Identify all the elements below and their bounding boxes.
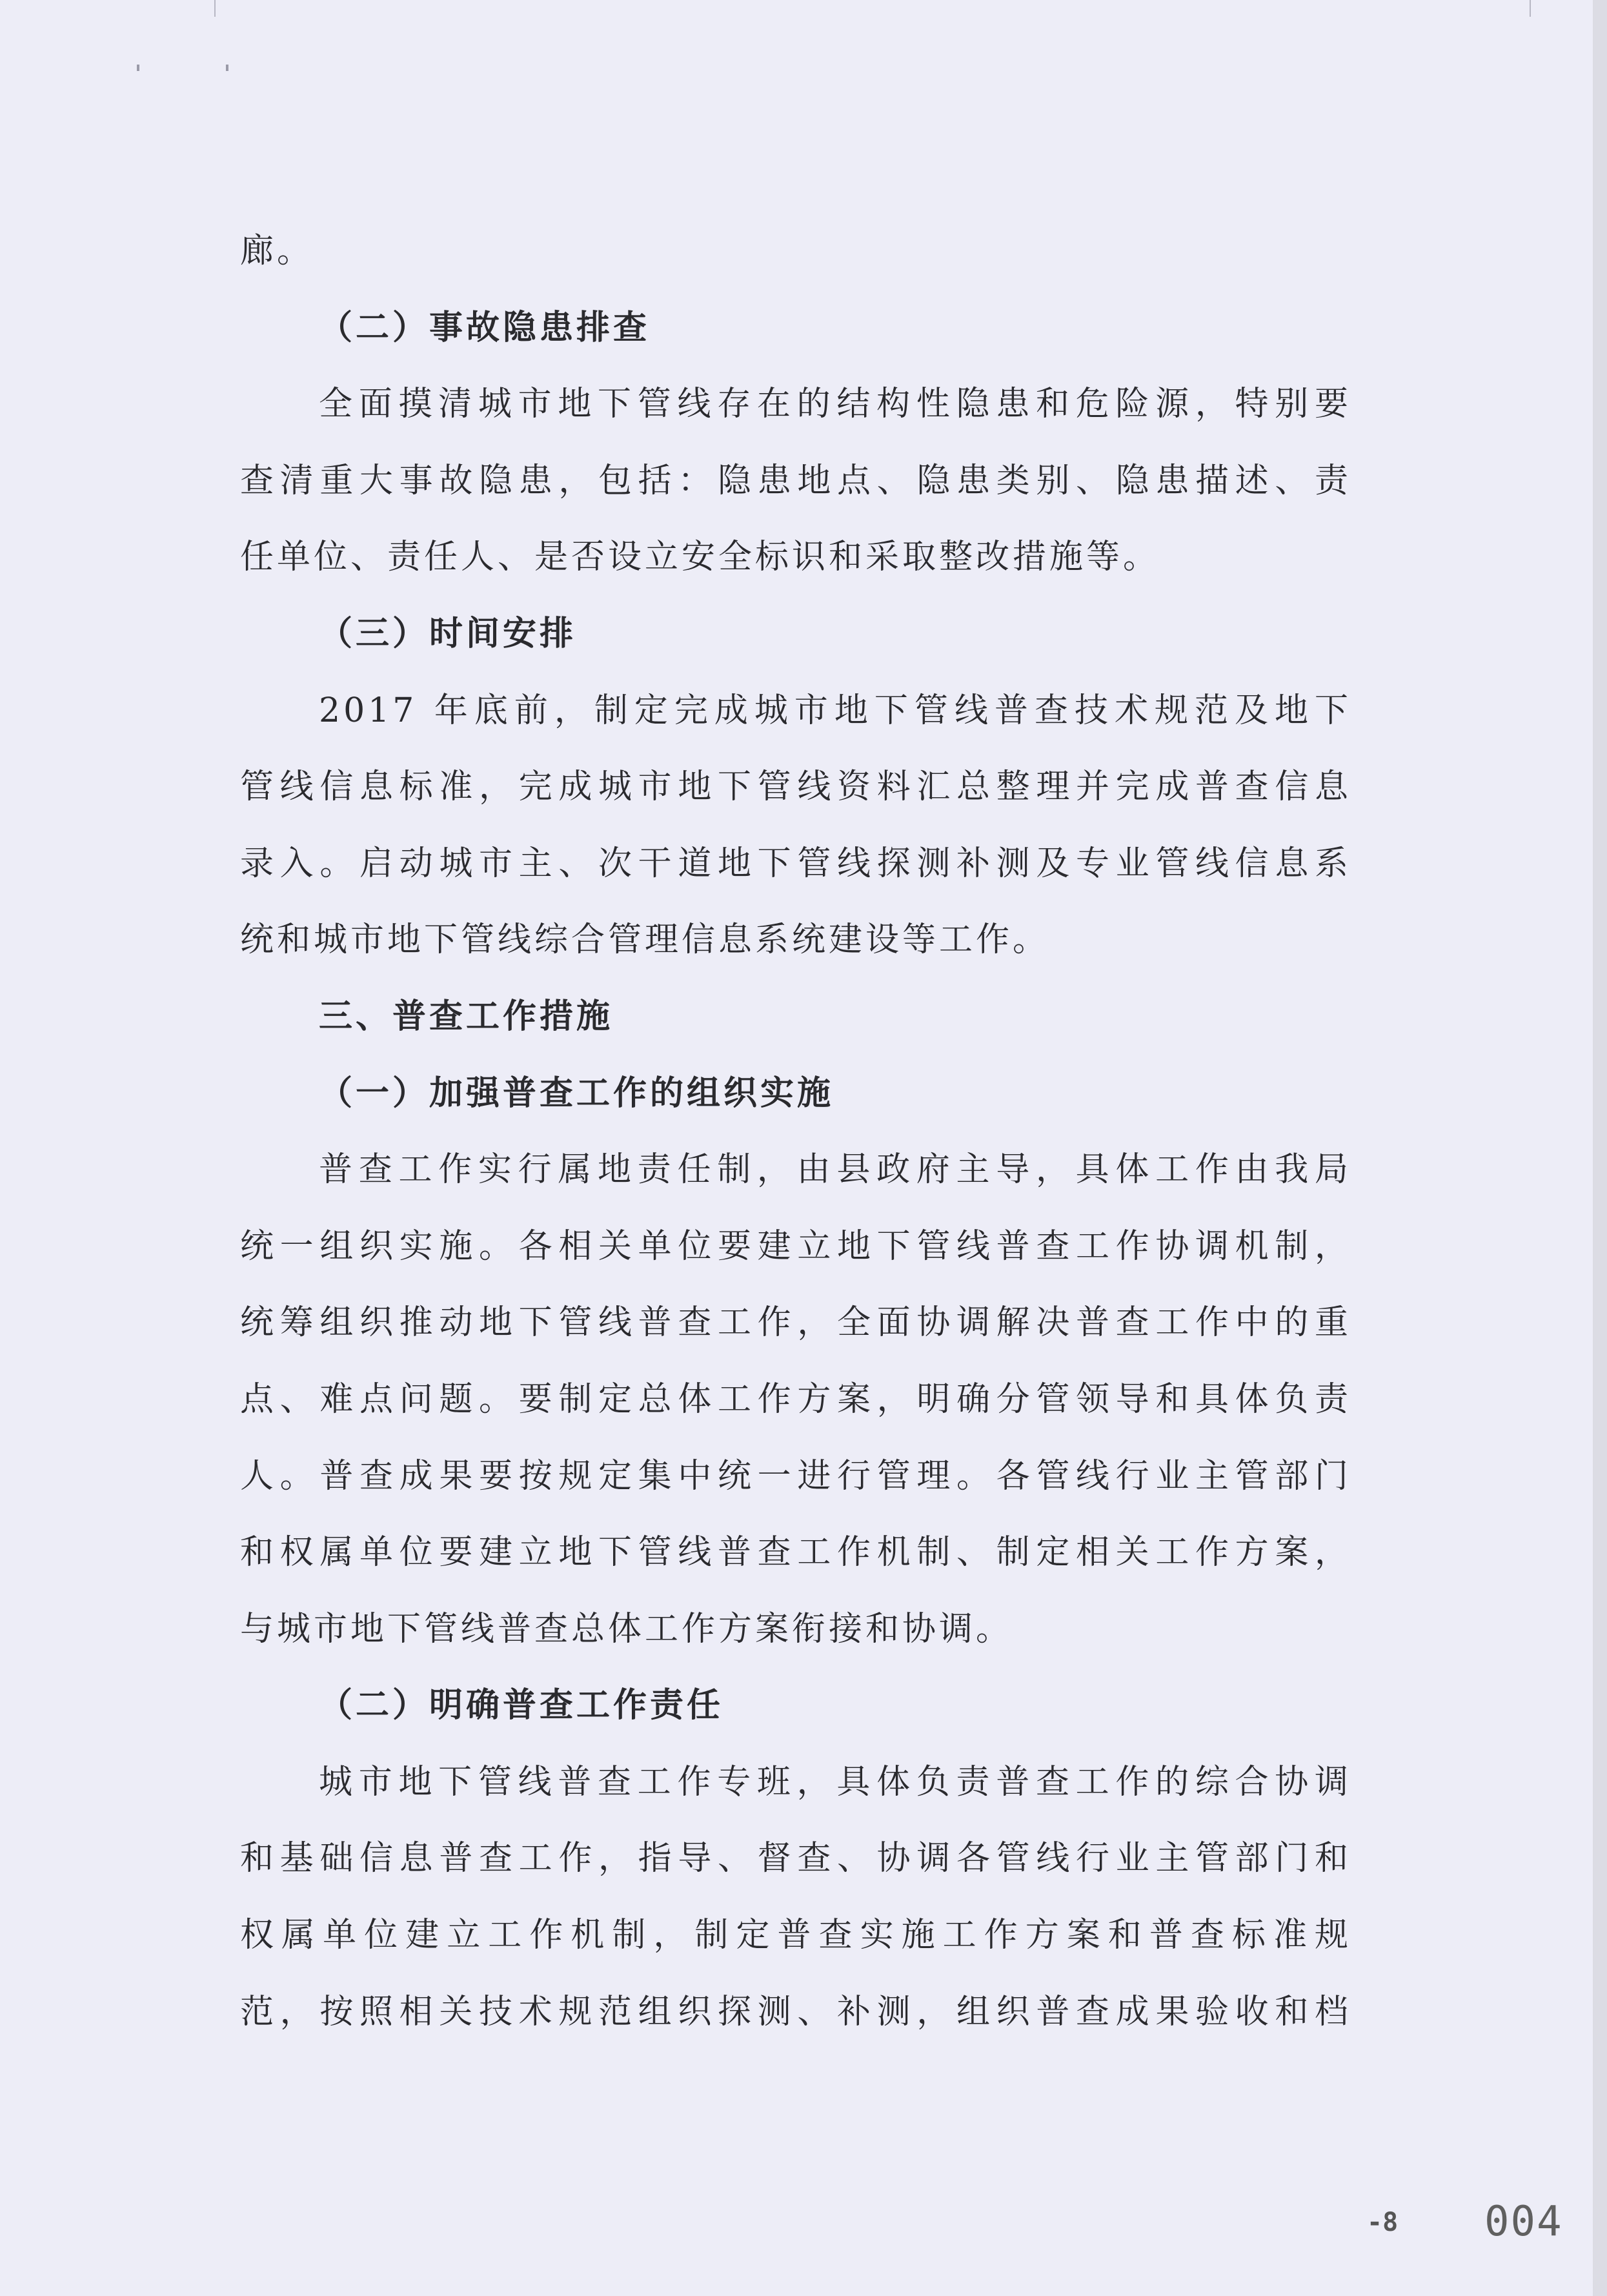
text-line: 廊。: [240, 232, 314, 270]
text-line: 与城市地下管线普查总体工作方案衔接和协调。: [240, 1609, 1013, 1649]
text-line: 2017 年底前，制定完成城市地下管线普查技术规范及地下: [319, 691, 1351, 730]
scan-mark: [214, 0, 216, 17]
scan-mark: [1530, 0, 1531, 17]
text-line: 统筹组织推动地下管线普查工作，全面协调解决普查工作中的重: [240, 1303, 1351, 1343]
text-line: 普查工作实行属地责任制，由县政府主导，具体工作由我局: [319, 1150, 1351, 1190]
scan-edge: [1593, 0, 1607, 2296]
text-line: 点、难点问题。要制定总体工作方案，明确分管领导和具体负责: [240, 1379, 1351, 1419]
text-line: 范，按照相关技术规范组织探测、补测，组织普查成果验收和档: [240, 1992, 1351, 2031]
text-line: 查清重大事故隐患，包括：隐患地点、隐患类别、隐患描述、责: [240, 461, 1351, 500]
text-line: 和基础信息普查工作，指导、督查、协调各管线行业主管部门和: [240, 1839, 1351, 1878]
text-line: 任单位、责任人、是否设立安全标识和采取整改措施等。: [240, 538, 1160, 577]
text-line: 统一组织实施。各相关单位要建立地下管线普查工作协调机制，: [240, 1226, 1351, 1266]
scan-speck: [226, 65, 228, 71]
text-line: 全面摸清城市地下管线存在的结构性隐患和危险源，特别要: [319, 385, 1351, 424]
text-line: 人。普查成果要按规定集中统一进行管理。各管线行业主管部门: [240, 1456, 1351, 1496]
section-heading: （三）时间安排: [319, 613, 577, 653]
document-body: [240, 213, 1351, 2050]
scan-speck: [137, 65, 139, 71]
section-heading: （二）明确普查工作责任: [319, 1685, 724, 1725]
text-line: 城市地下管线普查工作专班，具体负责普查工作的综合协调: [319, 1762, 1351, 1802]
section-heading: 三、普查工作措施: [319, 996, 614, 1036]
page-number: -8: [1367, 2208, 1399, 2237]
archive-stamp-number: 004: [1484, 2198, 1563, 2246]
text-line: 和权属单位要建立地下管线普查工作机制、制定相关工作方案，: [240, 1533, 1351, 1572]
section-heading: （一）加强普查工作的组织实施: [319, 1073, 834, 1113]
text-line: 统和城市地下管线综合管理信息系统建设等工作。: [240, 920, 1050, 960]
text-line: 录入。启动城市主、次干道地下管线探测补测及专业管线信息系: [240, 844, 1351, 883]
text-line: 管线信息标准，完成城市地下管线资料汇总整理并完成普查信息: [240, 767, 1351, 807]
text-line: 权属单位建立工作机制，制定普查实施工作方案和普查标准规: [240, 1916, 1351, 1955]
section-heading: （二）事故隐患排查: [319, 307, 651, 347]
